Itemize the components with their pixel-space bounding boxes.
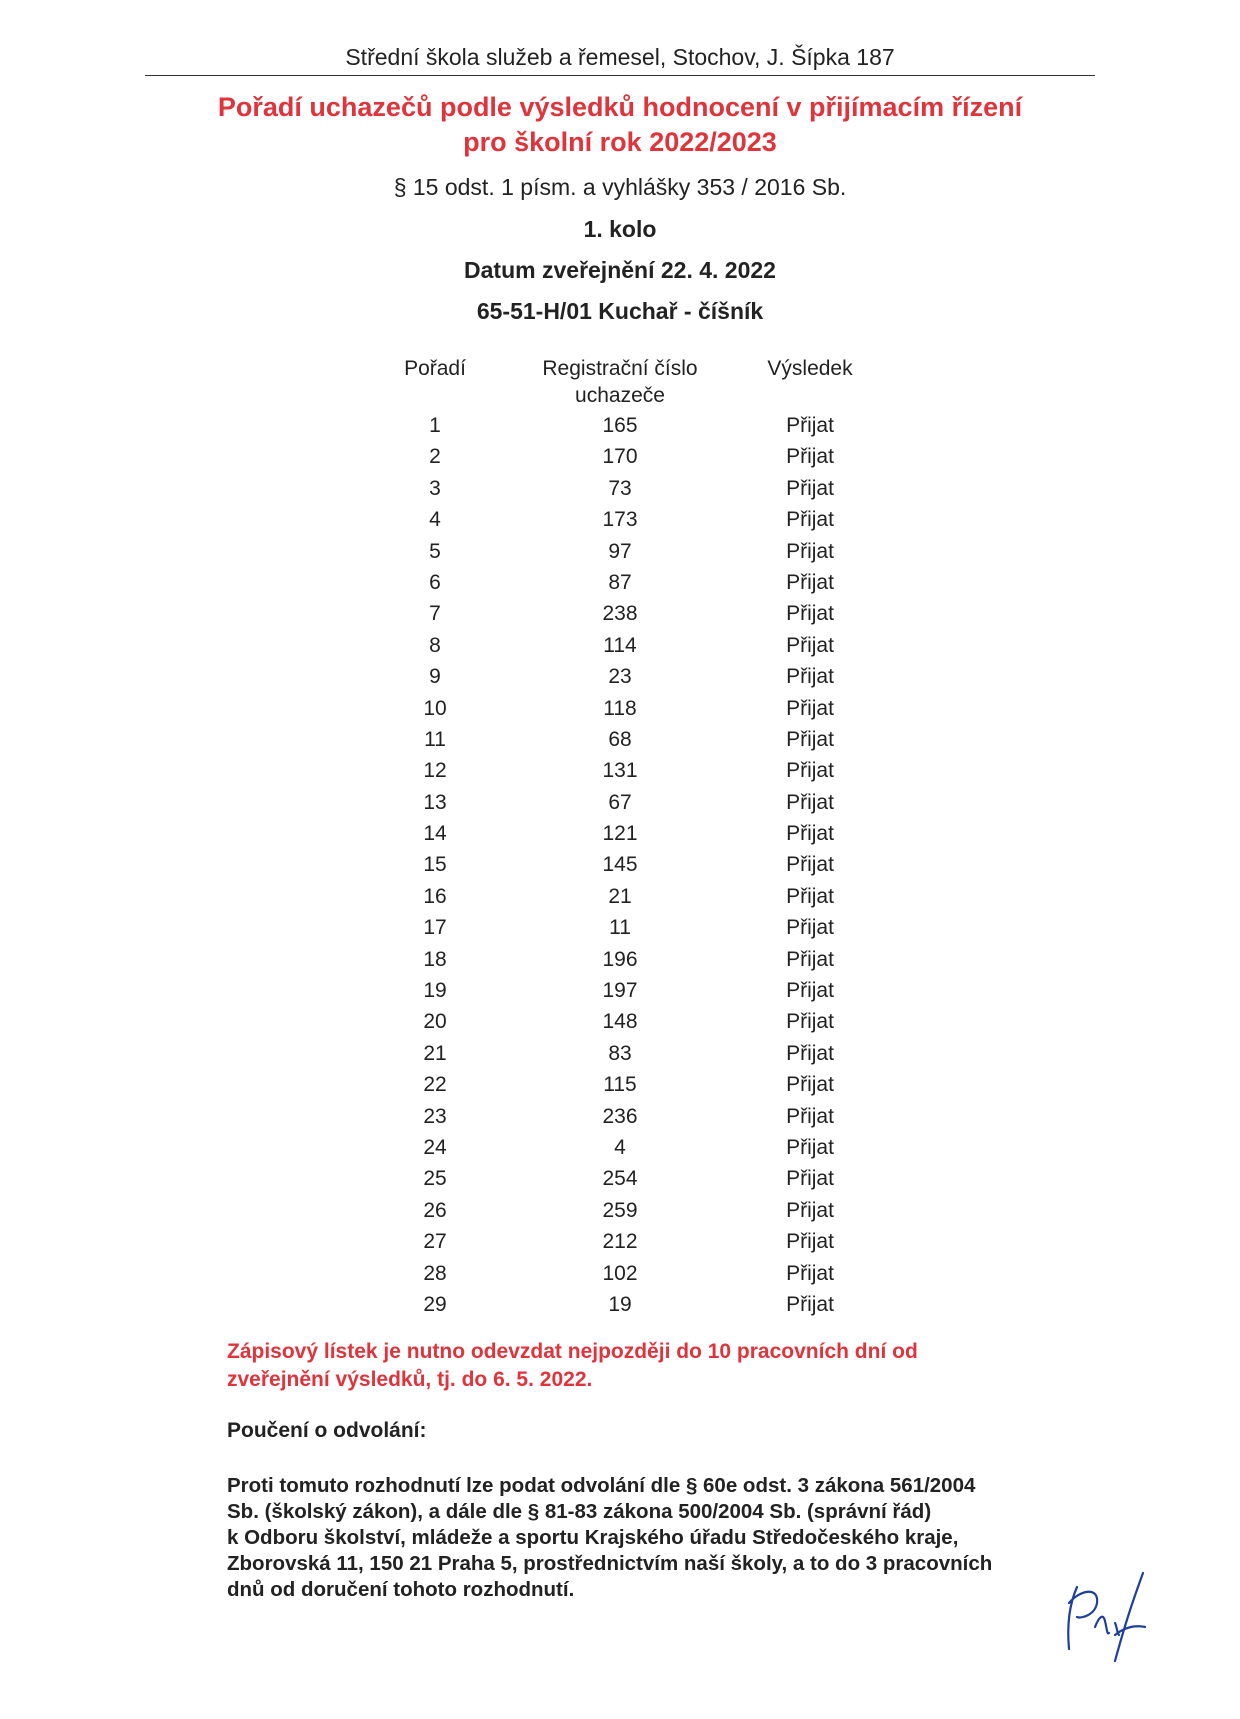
cell-order: 28: [423, 1261, 447, 1285]
col-header-registration: [525, 355, 715, 409]
table-row: [0, 1038, 1240, 1069]
cell-order: 13: [423, 790, 447, 814]
cell-registration-number: 254: [602, 1167, 638, 1191]
appeal-line: dnů od doručení tohoto rozhodnutí.: [227, 1578, 575, 1601]
cell-registration-number: 173: [602, 508, 638, 532]
table-row: [0, 504, 1240, 535]
cell-registration-number: 131: [602, 759, 638, 783]
cell-order: 7: [429, 602, 441, 626]
cell-order: 1: [429, 414, 441, 437]
col-header-registration-line-1: Registrační číslo: [542, 357, 698, 380]
cell-order: 10: [423, 696, 447, 720]
document-title: [100, 90, 1140, 160]
cell-result: Přijat: [786, 476, 834, 500]
cell-order: 21: [423, 1041, 447, 1065]
appeal-line: k Odboru školství, mládeže a sportu Krajského úřadu Středočeského kraje,: [227, 1526, 959, 1549]
table-row: [0, 755, 1240, 786]
cell-registration-number: 197: [602, 979, 638, 1003]
cell-result: Přijat: [786, 853, 834, 877]
cell-registration-number: 73: [608, 476, 632, 500]
table-row: [0, 630, 1240, 661]
table-header: [0, 355, 1240, 411]
cell-result: Přijat: [786, 916, 834, 940]
cell-registration-number: 115: [603, 1073, 637, 1097]
table-row: [0, 912, 1240, 943]
cell-registration-number: 212: [602, 1230, 638, 1254]
cell-result: Přijat: [786, 1261, 834, 1285]
cell-result: Přijat: [786, 947, 834, 971]
table-row: [0, 1258, 1240, 1289]
cell-order: 3: [429, 476, 441, 500]
table-row: [0, 881, 1240, 912]
cell-result: Přijat: [786, 414, 834, 437]
cell-order: 4: [429, 508, 441, 532]
cell-result: Přijat: [786, 570, 834, 594]
cell-registration-number: 11: [609, 916, 631, 940]
cell-result: Přijat: [786, 1135, 834, 1159]
cell-registration-number: 4: [614, 1135, 626, 1159]
table-row: [0, 1101, 1240, 1132]
cell-registration-number: 170: [602, 445, 638, 469]
table-row: [0, 473, 1240, 504]
table-row: [0, 1226, 1240, 1257]
cell-registration-number: 21: [608, 884, 632, 908]
table-row: [0, 661, 1240, 692]
cell-result: Přijat: [786, 790, 834, 814]
col-header-order: Pořadí: [404, 357, 466, 380]
study-field: 65-51-H/01 Kuchař - číšník: [476, 298, 764, 324]
cell-registration-number: 165: [602, 414, 638, 437]
cell-registration-number: 259: [602, 1198, 638, 1222]
cell-result: Přijat: [786, 445, 834, 469]
table-row: [0, 1069, 1240, 1100]
title-line-2: pro školní rok 2022/2023: [463, 127, 777, 157]
table-row: [0, 818, 1240, 849]
cell-order: 17: [423, 916, 447, 940]
cell-registration-number: 102: [602, 1261, 638, 1285]
cell-result: Přijat: [786, 539, 834, 563]
cell-order: 16: [423, 884, 447, 908]
col-header-registration-line-2: uchazeče: [575, 384, 665, 407]
table-row: [0, 944, 1240, 975]
cell-order: 8: [429, 633, 441, 657]
appeal-text: [227, 1473, 1107, 1603]
appeal-line: Proti tomuto rozhodnutí lze podat odvolání dle § 60e odst. 3 zákona 561/2004: [227, 1474, 976, 1497]
cell-result: Přijat: [786, 1292, 834, 1316]
enrollment-notice: [227, 1338, 1007, 1394]
cell-order: 29: [423, 1292, 447, 1316]
header-divider: [145, 75, 1095, 76]
table-row: [0, 975, 1240, 1006]
table-row: [0, 598, 1240, 629]
cell-result: Přijat: [786, 822, 834, 846]
cell-result: Přijat: [786, 1167, 834, 1191]
cell-order: 12: [423, 759, 447, 783]
cell-order: 19: [423, 979, 447, 1003]
cell-order: 14: [423, 822, 447, 846]
notice-line-1: Zápisový lístek je nutno odevzdat nejpozději do 10 pracovních dní od: [227, 1340, 918, 1363]
cell-result: Přijat: [786, 1073, 834, 1097]
cell-result: Přijat: [786, 727, 834, 751]
table-row: [0, 849, 1240, 880]
cell-order: 25: [423, 1167, 447, 1191]
cell-result: Přijat: [786, 665, 834, 689]
table-row: [0, 1289, 1240, 1320]
appeal-heading: Poučení o odvolání:: [227, 1419, 427, 1442]
cell-order: 20: [423, 1010, 447, 1034]
cell-result: Přijat: [786, 884, 834, 908]
cell-order: 5: [429, 539, 441, 563]
publication-date: Datum zveřejnění 22. 4. 2022: [464, 257, 776, 283]
cell-order: 27: [423, 1230, 447, 1254]
cell-registration-number: 145: [602, 853, 638, 877]
appeal-line: Zborovská 11, 150 21 Praha 5, prostřednictvím naší školy, a to do 3 pracovních: [227, 1552, 993, 1575]
table-row: [0, 441, 1240, 472]
table-row: [0, 410, 1240, 441]
cell-result: Přijat: [786, 1010, 834, 1034]
cell-result: Přijat: [786, 1198, 834, 1222]
cell-registration-number: 114: [603, 633, 637, 657]
cell-order: 2: [429, 445, 441, 469]
table-row: [0, 536, 1240, 567]
table-row: [0, 787, 1240, 818]
cell-order: 24: [423, 1135, 447, 1159]
cell-registration-number: 23: [608, 665, 632, 689]
cell-result: Přijat: [786, 633, 834, 657]
cell-order: 26: [423, 1198, 447, 1222]
table-row: [0, 1006, 1240, 1037]
cell-result: Přijat: [786, 1104, 834, 1128]
cell-order: 9: [429, 665, 441, 689]
cell-registration-number: 83: [608, 1041, 632, 1065]
cell-result: Přijat: [786, 1041, 834, 1065]
cell-registration-number: 148: [602, 1010, 638, 1034]
results-table-body: [0, 410, 1240, 1320]
cell-registration-number: 196: [602, 947, 638, 971]
cell-registration-number: 118: [603, 696, 637, 720]
col-header-result: Výsledek: [767, 357, 853, 380]
cell-registration-number: 121: [602, 822, 638, 846]
cell-order: 11: [424, 727, 446, 751]
cell-registration-number: 97: [608, 539, 632, 563]
cell-order: 23: [423, 1104, 447, 1128]
cell-result: Přijat: [786, 979, 834, 1003]
table-row: [0, 1195, 1240, 1226]
appeal-line: Sb. (školský zákon), a dále dle § 81-83 zákona 500/2004 Sb. (správní řád): [227, 1500, 932, 1523]
cell-result: Přijat: [786, 1230, 834, 1254]
table-row: [0, 693, 1240, 724]
legal-basis: § 15 odst. 1 písm. a vyhlášky 353 / 2016 Sb.: [393, 174, 847, 200]
cell-order: 15: [423, 853, 447, 877]
table-row: [0, 1132, 1240, 1163]
cell-result: Přijat: [786, 508, 834, 532]
cell-result: Přijat: [786, 759, 834, 783]
cell-order: 18: [423, 947, 447, 971]
table-row: [0, 724, 1240, 755]
cell-result: Přijat: [786, 696, 834, 720]
school-name: Střední škola služeb a řemesel, Stochov, J. Šípka 187: [345, 44, 895, 70]
cell-registration-number: 67: [608, 790, 632, 814]
round-label: 1. kolo: [583, 216, 657, 242]
cell-order: 6: [429, 570, 441, 594]
table-row: [0, 1163, 1240, 1194]
title-line-1: Pořadí uchazečů podle výsledků hodnocení v přijímacím řízení: [217, 92, 1023, 122]
handwritten-signature: [1055, 1565, 1165, 1665]
cell-result: Přijat: [786, 602, 834, 626]
cell-order: 22: [423, 1073, 447, 1097]
table-row: [0, 567, 1240, 598]
cell-registration-number: 236: [602, 1104, 638, 1128]
notice-line-2: zveřejnění výsledků, tj. do 6. 5. 2022.: [227, 1368, 593, 1391]
cell-registration-number: 19: [608, 1292, 632, 1316]
cell-registration-number: 68: [608, 727, 632, 751]
cell-registration-number: 238: [602, 602, 638, 626]
cell-registration-number: 87: [608, 570, 632, 594]
